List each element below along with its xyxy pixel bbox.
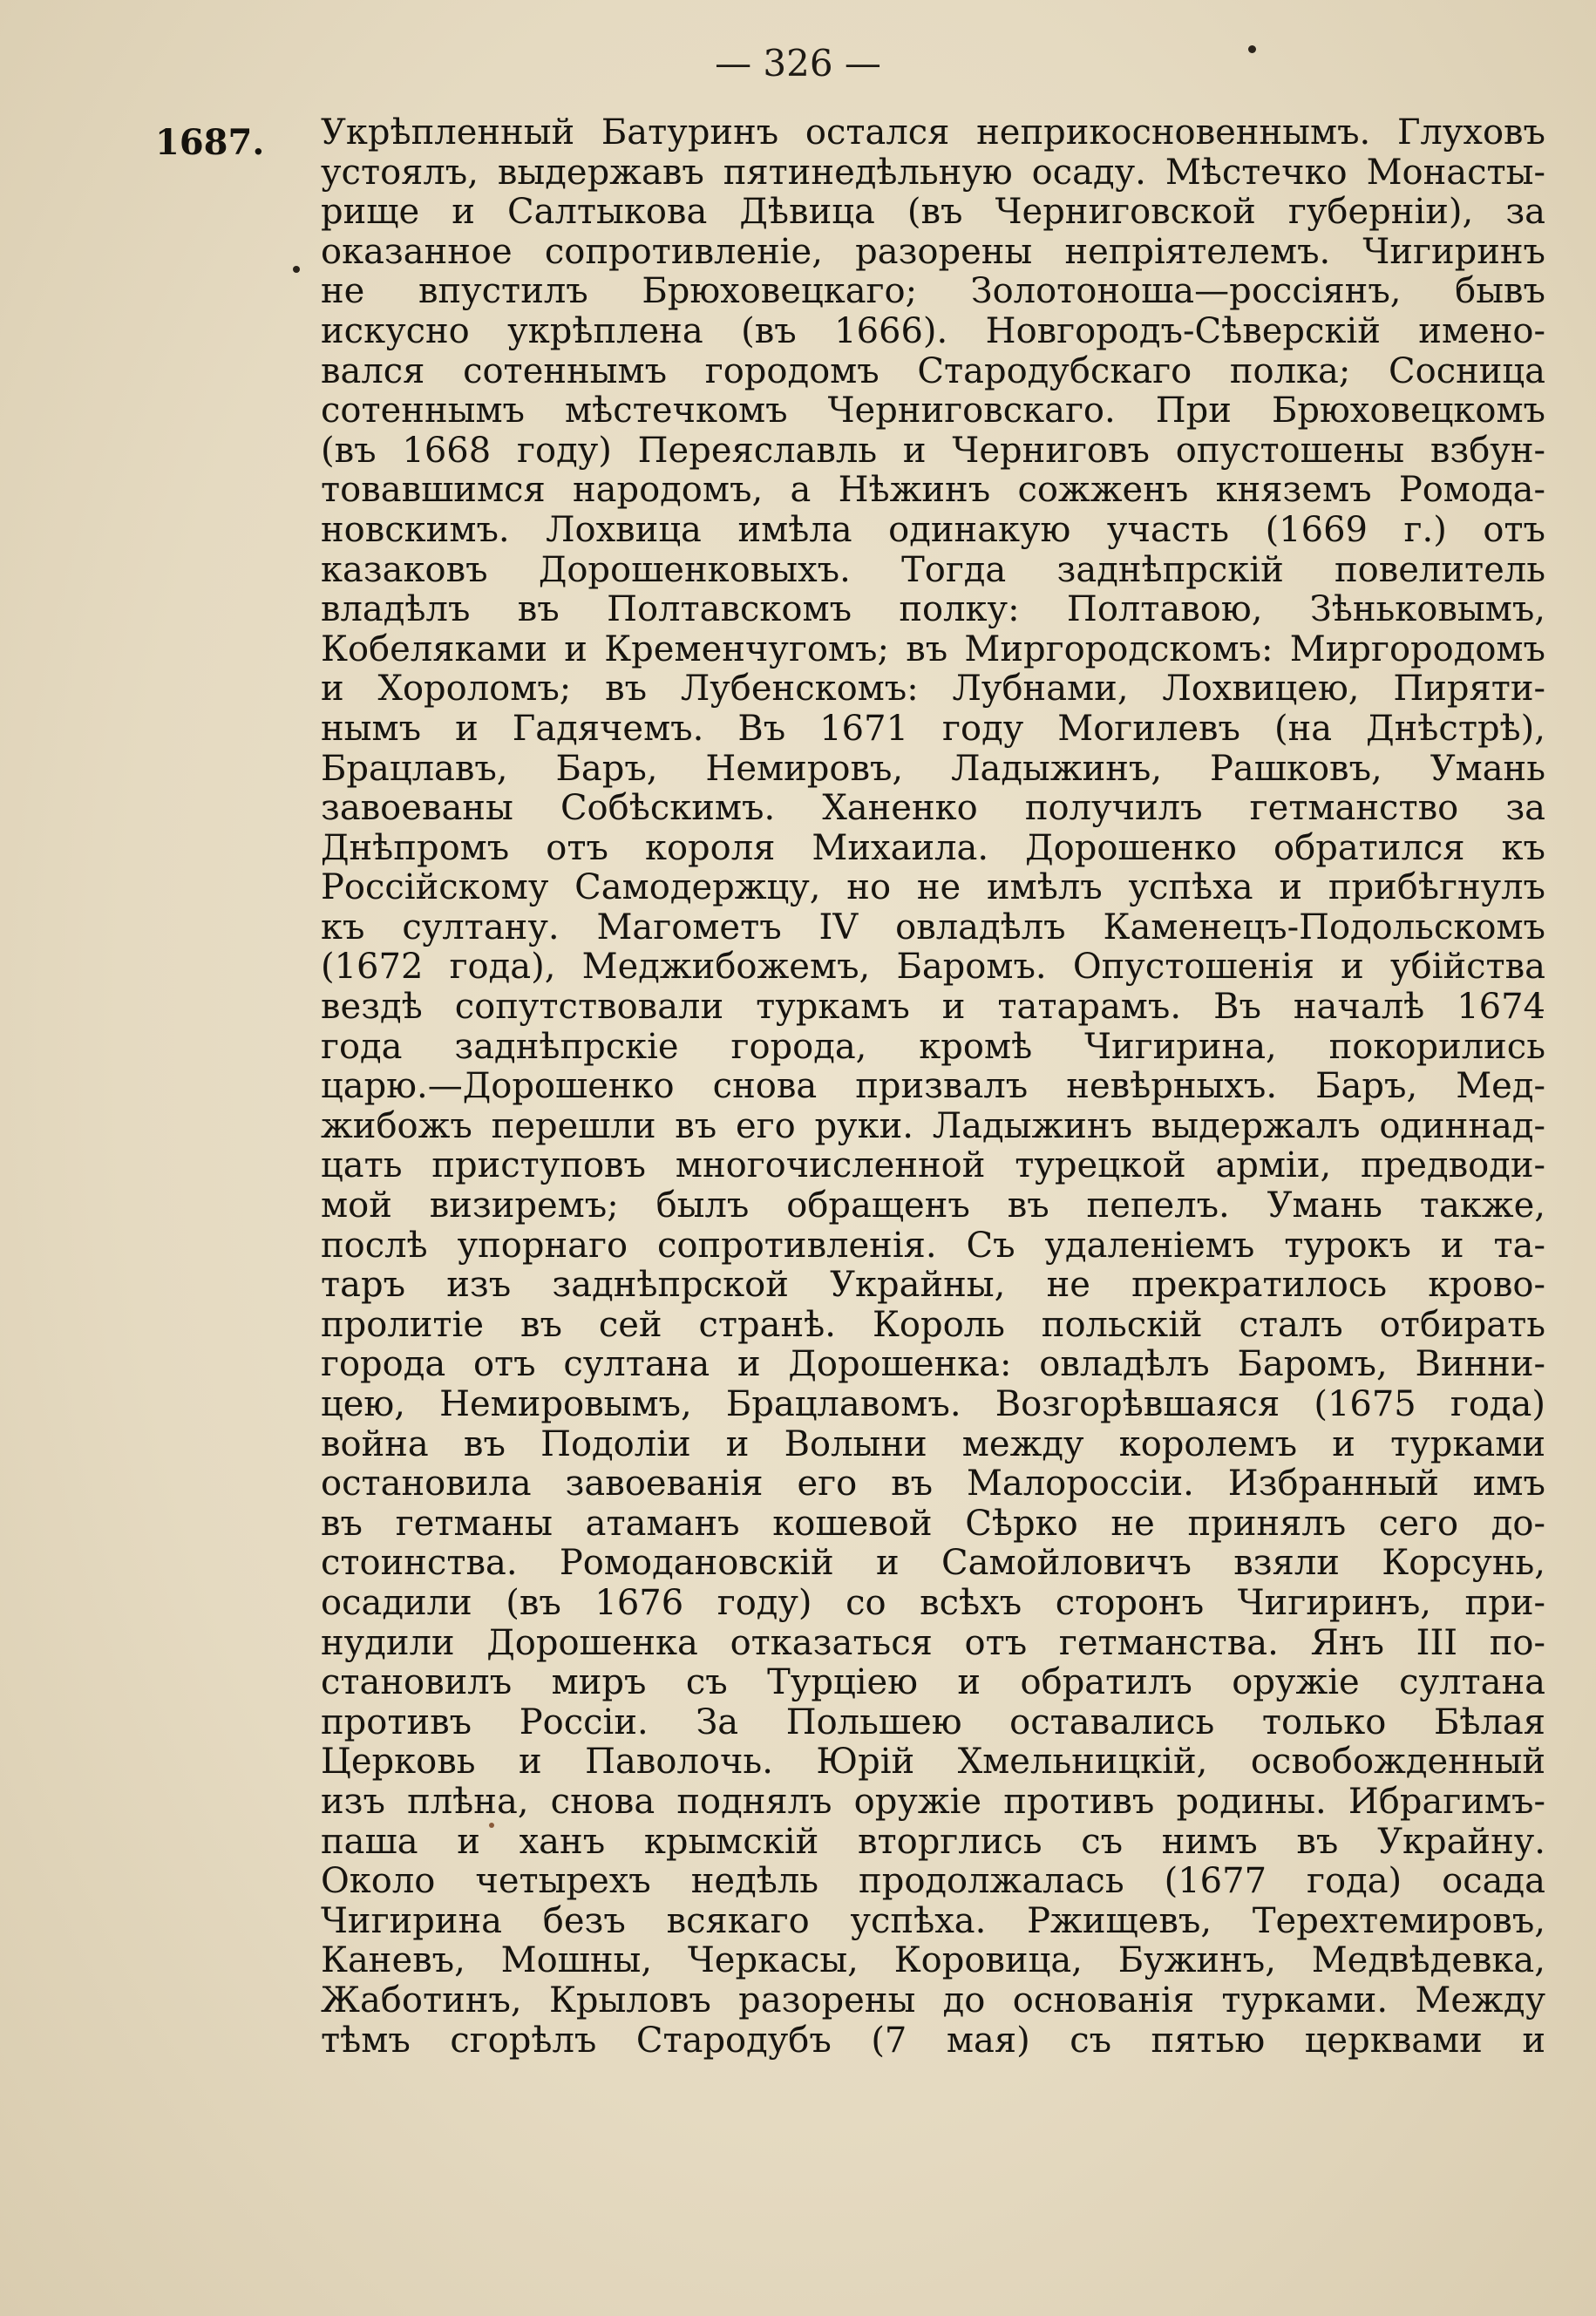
text-line: Укрѣпленный Батуринъ остался неприкосновеннымъ. Глуховъ xyxy=(321,113,1545,153)
text-line: новскимъ. Лохвица имѣла одинакую участь (1669 г.) отъ xyxy=(321,510,1545,550)
text-line: къ султану. Магометъ IV овладѣлъ Каменецъ-Подольскомъ xyxy=(321,907,1545,947)
text-line: владѣлъ въ Полтавскомъ полку: Полтавою, Зѣньковымъ, xyxy=(321,590,1545,630)
text-line: сотеннымъ мѣстечкомъ Черниговскаго. При Брюховецкомъ xyxy=(321,391,1545,431)
text-line: нымъ и Гадячемъ. Въ 1671 году Могилевъ (на Днѣстрѣ), xyxy=(321,709,1545,749)
text-line: въ гетманы атаманъ кошевой Сѣрко не принялъ сего до- xyxy=(321,1504,1545,1544)
text-line: нудили Дорошенка отказаться отъ гетманства. Янъ III по- xyxy=(321,1623,1545,1663)
text-line: оказанное сопротивленіе, разорены непріятелемъ. Чигиринъ xyxy=(321,232,1545,272)
text-line: Днѣпромъ отъ короля Михаила. Дорошенко обратился къ xyxy=(321,828,1545,868)
text-line: устоялъ, выдержавъ пятинедѣльную осаду. Мѣстечко Монасты- xyxy=(321,153,1545,193)
ink-speck xyxy=(293,266,300,273)
text-line: Жаботинъ, Крыловъ разорены до основанія турками. Между xyxy=(321,1980,1545,2021)
body-text xyxy=(321,113,1545,2061)
text-line: противъ Россіи. За Польшею оставались только Бѣлая xyxy=(321,1702,1545,1742)
text-line: завоеваны Собѣскимъ. Ханенко получилъ гетманство за xyxy=(321,789,1545,829)
text-line: остановила завоеванія его въ Малороссіи. Избранный имъ xyxy=(321,1464,1545,1504)
text-line: года заднѣпрскіе города, кромѣ Чигирина, покорились xyxy=(321,1027,1545,1067)
text-line: города отъ султана и Дорошенка: овладѣлъ Баромъ, Винни- xyxy=(321,1345,1545,1385)
text-line: не впустилъ Брюховецкаго; Золотоноша—россіянъ, бывъ xyxy=(321,272,1545,312)
text-line: искусно укрѣплена (въ 1666). Новгородъ-Сѣверскій имено- xyxy=(321,311,1545,351)
text-line: казаковъ Дорошенковыхъ. Тогда заднѣпрскій повелитель xyxy=(321,550,1545,590)
text-line: осадили (въ 1676 году) со всѣхъ сторонъ Чигиринъ, при- xyxy=(321,1583,1545,1623)
text-line: и Хороломъ; въ Лубенскомъ: Лубнами, Лохвицею, Пиряти- xyxy=(321,669,1545,710)
page-number: — 326 — xyxy=(715,42,881,85)
year-marginal-note: 1687. xyxy=(155,122,265,163)
text-line: цею, Немировымъ, Брацлавомъ. Возгорѣвшаяся (1675 года) xyxy=(321,1385,1545,1424)
text-line: стоинства. Ромодановскій и Самойловичъ взяли Корсунь, xyxy=(321,1544,1545,1584)
text-line: царю.—Дорошенко снова призвалъ невѣрныхъ. Баръ, Мед- xyxy=(321,1067,1545,1107)
text-line: Чигирина безъ всякаго успѣха. Ржищевъ, Терехтемировъ, xyxy=(321,1901,1545,1941)
text-line: (въ 1668 году) Переяславль и Черниговъ опустошены взбун- xyxy=(321,431,1545,471)
text-line: послѣ упорнаго сопротивленія. Съ удаленіемъ турокъ и та- xyxy=(321,1226,1545,1266)
text-line: Кобеляками и Кременчугомъ; въ Миргородскомъ: Миргородомъ xyxy=(321,629,1545,669)
text-line: паша и ханъ крымскій вторглись съ нимъ въ Украйну. xyxy=(321,1822,1545,1862)
text-line: рище и Салтыкова Дѣвица (въ Черниговской губерніи), за xyxy=(321,193,1545,233)
text-line: Церковь и Паволочь. Юрій Хмельницкій, освобожденный xyxy=(321,1742,1545,1783)
text-line: мой визиремъ; былъ обращенъ въ пепелъ. Умань также, xyxy=(321,1186,1545,1226)
text-line: пролитіе въ сей странѣ. Король польскій сталъ отбирать xyxy=(321,1305,1545,1345)
text-line: жибожъ перешли въ его руки. Ладыжинъ выдержалъ одиннад- xyxy=(321,1106,1545,1146)
text-line: война въ Подоліи и Волыни между королемъ и турками xyxy=(321,1424,1545,1464)
text-line: Россійскому Самодержцу, но не имѣлъ успѣха и прибѣгнулъ xyxy=(321,868,1545,908)
text-line: товавшимся народомъ, а Нѣжинъ сожженъ княземъ Ромода- xyxy=(321,471,1545,511)
text-line: Каневъ, Мошны, Черкасы, Коровица, Бужинъ, Медвѣдевка, xyxy=(321,1941,1545,1981)
text-line: становилъ миръ съ Турціею и обратилъ оружіе султана xyxy=(321,1663,1545,1703)
text-line: вездѣ сопутствовали туркамъ и татарамъ. Въ началѣ 1674 xyxy=(321,988,1545,1028)
text-line: Брацлавъ, Баръ, Немировъ, Ладыжинъ, Рашковъ, Умань xyxy=(321,749,1545,789)
text-line: Около четырехъ недѣль продолжалась (1677 года) осада xyxy=(321,1862,1545,1902)
text-line: цать приступовъ многочисленной турецкой арміи, предводи- xyxy=(321,1146,1545,1186)
text-line: вался сотеннымъ городомъ Стародубскаго полка; Сосница xyxy=(321,351,1545,391)
text-line: (1672 года), Меджибожемъ, Баромъ. Опустошенія и убійства xyxy=(321,947,1545,988)
text-line: изъ плѣна, снова поднялъ оружіе противъ родины. Ибрагимъ- xyxy=(321,1782,1545,1822)
text-line: таръ изъ заднѣпрской Украйны, не прекратилось крово- xyxy=(321,1266,1545,1306)
text-line: тѣмъ сгорѣлъ Стародубъ (7 мая) съ пятью церквами и xyxy=(321,2021,1545,2061)
